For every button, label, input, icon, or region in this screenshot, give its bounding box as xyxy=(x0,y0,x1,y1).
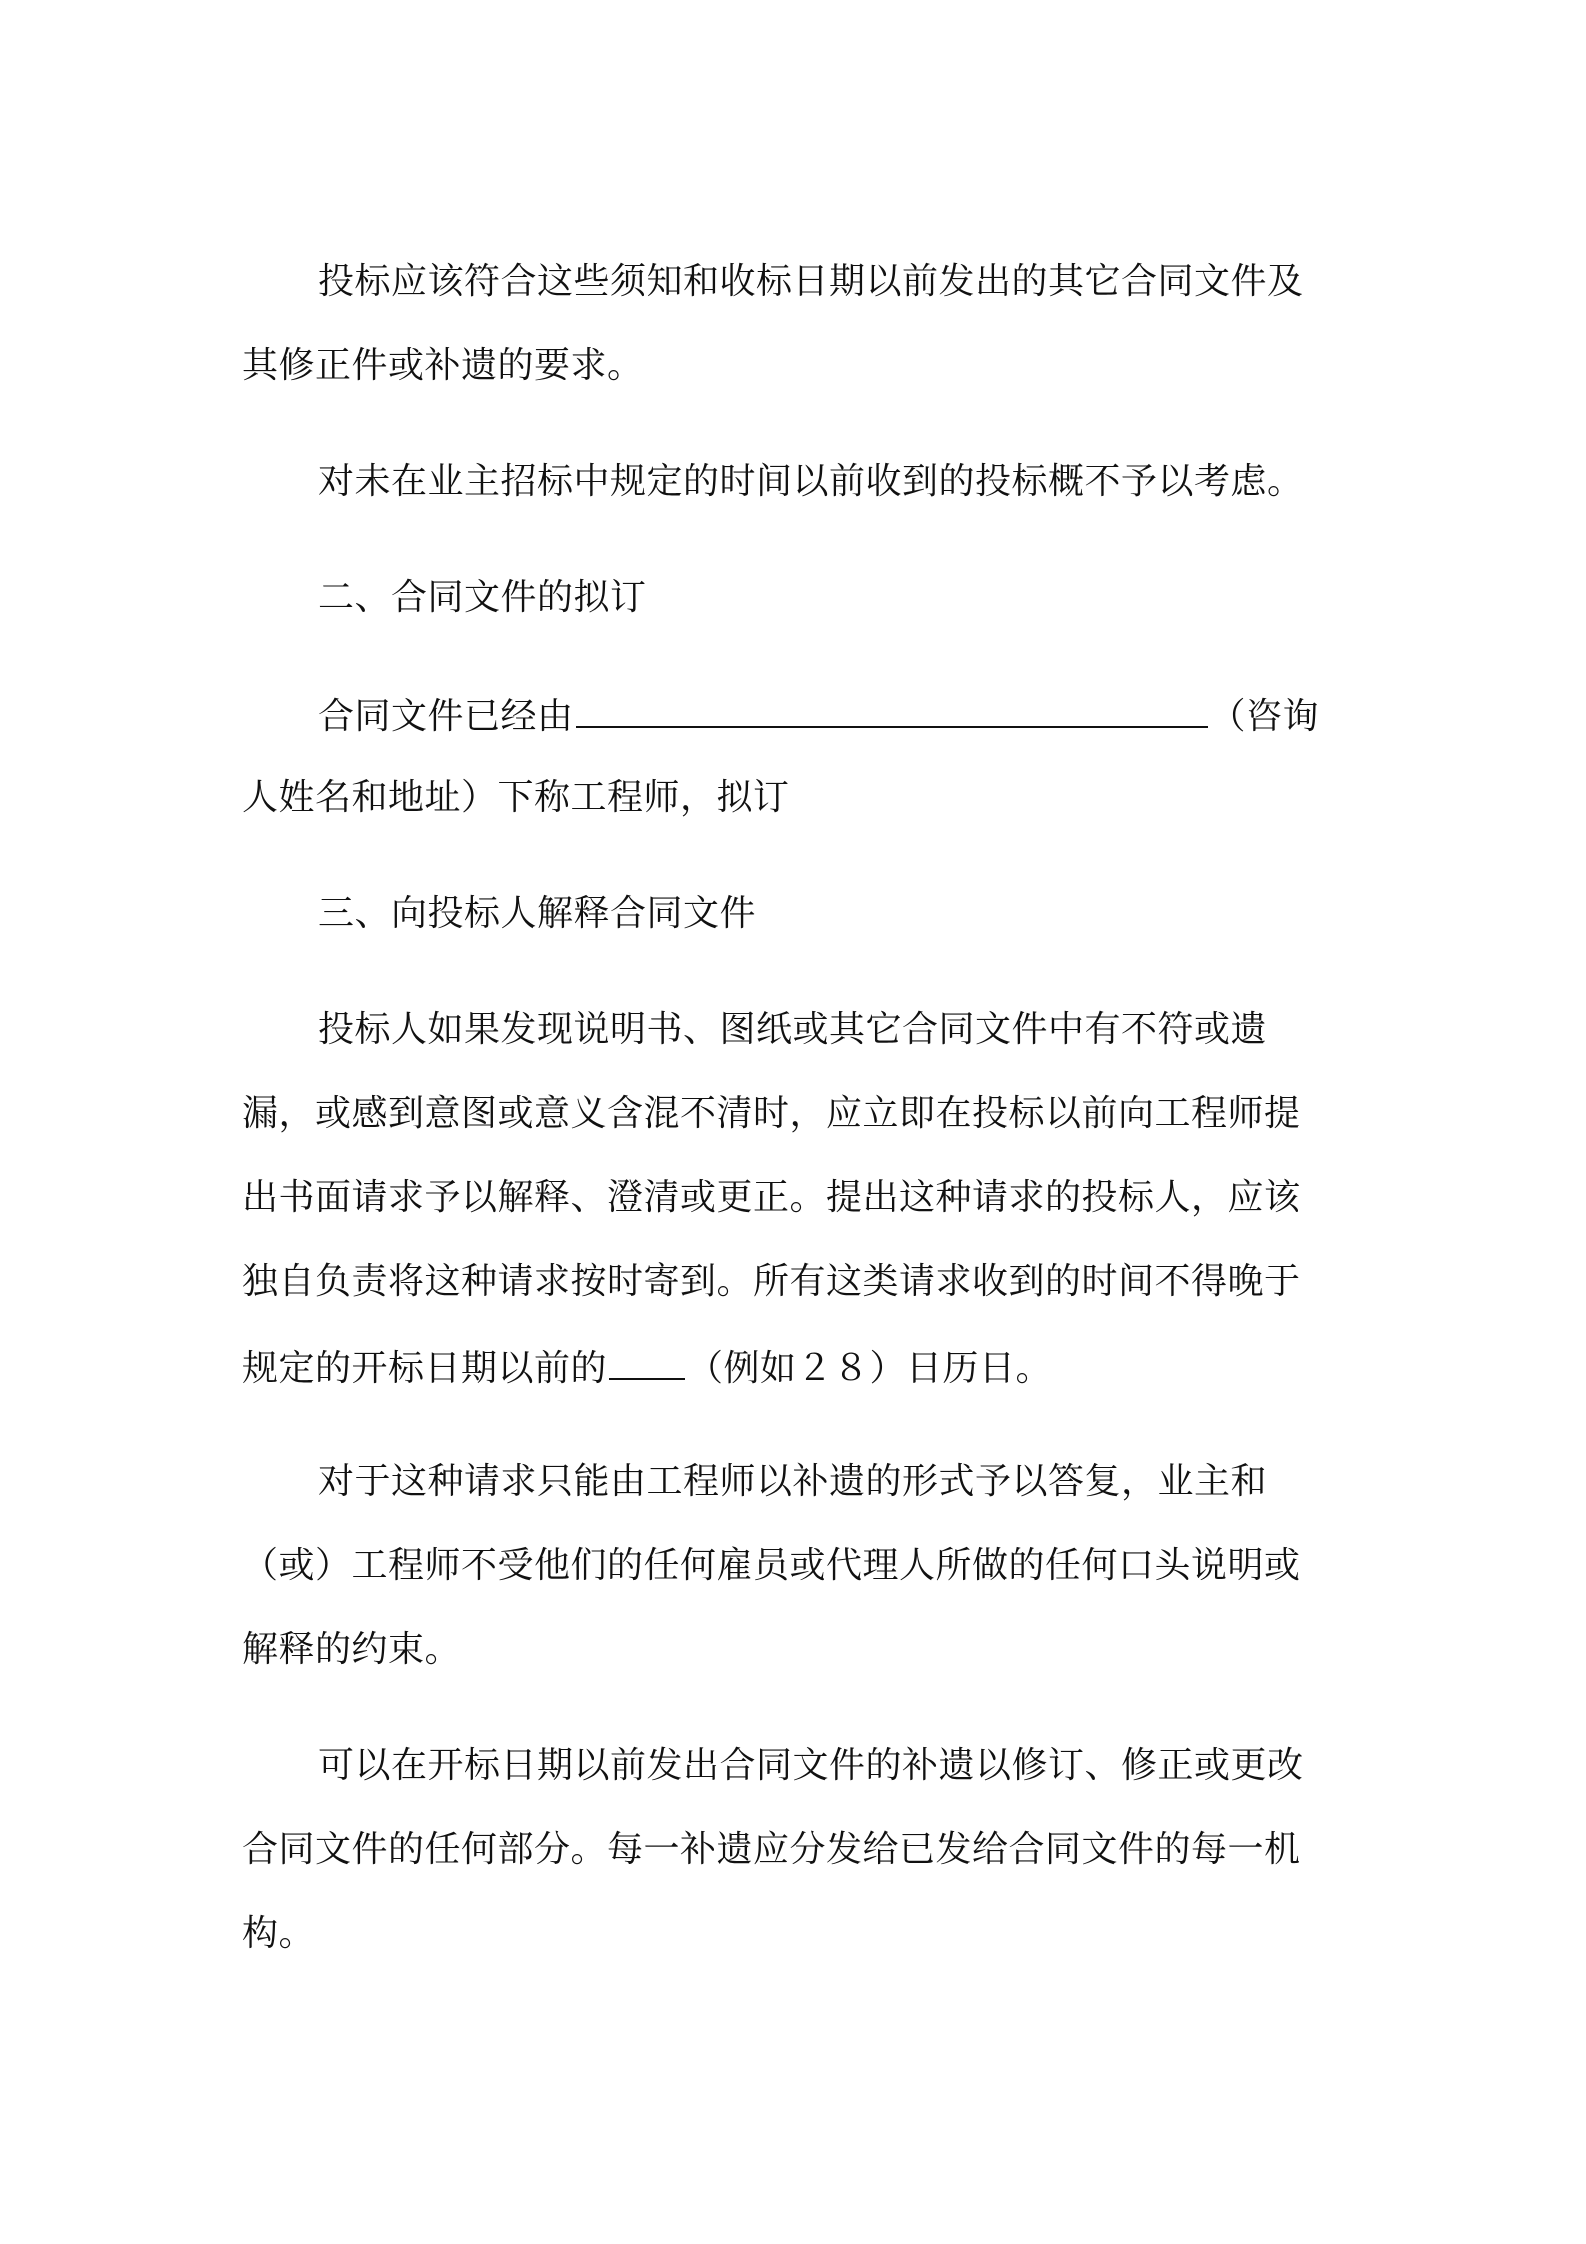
paragraph-1-line-1: 投标应该符合这些须知和收标日期以前发出的其它合同文件及 xyxy=(318,261,1304,302)
paragraph-5-line-3: 解释的约束。 xyxy=(242,1629,462,1670)
paragraph-4-line-5 xyxy=(242,1342,1052,1393)
paragraph-3-line-2: 人姓名和地址）下称工程师，拟订 xyxy=(242,777,790,818)
paragraph-4-line-3: 出书面请求予以解释、澄清或更正。提出这种请求的投标人，应该 xyxy=(242,1177,1301,1218)
paragraph-1-line-2: 其修正件或补遗的要求。 xyxy=(242,345,644,386)
paragraph-5-line-2: （或）工程师不受他们的任何雇员或代理人所做的任何口头说明或 xyxy=(242,1545,1301,1586)
section-heading-3: 三、向投标人解释合同文件 xyxy=(318,893,757,934)
paragraph-6-line-1: 可以在开标日期以前发出合同文件的补遗以修订、修正或更改 xyxy=(318,1745,1304,1786)
paragraph-3-text-before-blank: 合同文件已经由 xyxy=(318,696,574,737)
days-blank[interactable] xyxy=(609,1342,685,1380)
section-heading-2: 二、合同文件的拟订 xyxy=(318,577,647,618)
paragraph-2-line-1: 对未在业主招标中规定的时间以前收到的投标概不予以考虑。 xyxy=(318,461,1304,502)
paragraph-6-line-2: 合同文件的任何部分。每一补遗应分发给已发给合同文件的每一机 xyxy=(242,1829,1301,1870)
paragraph-4-text-before-blank: 规定的开标日期以前的 xyxy=(242,1348,608,1389)
paragraph-4-line-2: 漏，或感到意图或意义含混不清时，应立即在投标以前向工程师提 xyxy=(242,1093,1301,1134)
paragraph-3-line-1 xyxy=(318,690,1319,741)
paragraph-6-line-3: 构。 xyxy=(242,1913,316,1954)
paragraph-4-line-4: 独自负责将这种请求按时寄到。所有这类请求收到的时间不得晚于 xyxy=(242,1261,1301,1302)
paragraph-5-line-1: 对于这种请求只能由工程师以补遗的形式予以答复，业主和 xyxy=(318,1461,1268,1502)
paragraph-3-text-after-blank: （咨询 xyxy=(1209,696,1320,737)
consultant-name-blank[interactable] xyxy=(576,690,1208,728)
paragraph-4-line-1: 投标人如果发现说明书、图纸或其它合同文件中有不符或遗 xyxy=(318,1009,1268,1050)
paragraph-4-text-after-blank: （例如２８）日历日。 xyxy=(687,1348,1053,1389)
